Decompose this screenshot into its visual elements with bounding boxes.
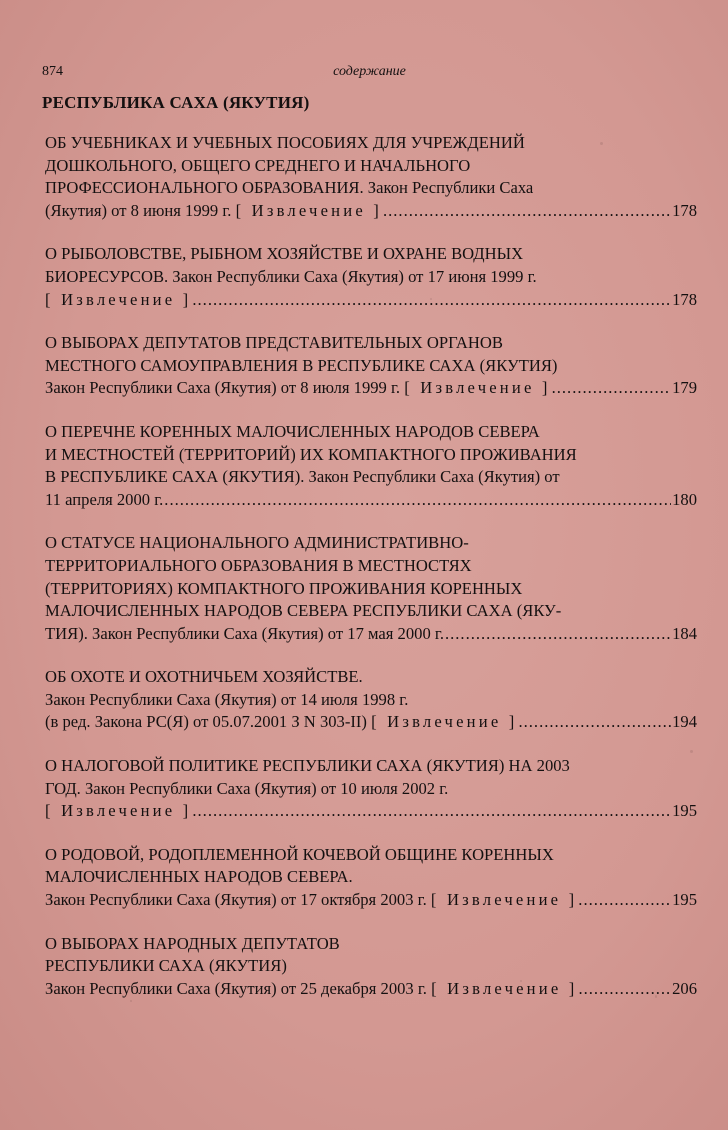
toc-entry-note: [ Извлечение ] bbox=[430, 890, 578, 910]
dot-leader bbox=[552, 377, 672, 400]
toc-entry-title-line: (ТЕРРИТОРИЯХ) КОМПАКТНОГО ПРОЖИВАНИЯ КОРЕННЫХ bbox=[45, 578, 523, 598]
toc-entry-page-number: 180 bbox=[672, 489, 697, 509]
toc-entry-text bbox=[45, 623, 444, 646]
toc-entry-last-line bbox=[45, 623, 697, 646]
toc-entry-page-number: 195 bbox=[672, 890, 697, 910]
toc-entry-title-line: МАЛОЧИСЛЕННЫХ НАРОДОВ СЕВЕРА РЕСПУБЛИКИ САХА (ЯКУ- bbox=[45, 601, 562, 621]
dot-leader bbox=[192, 289, 671, 312]
toc-entry-last-line bbox=[45, 489, 697, 512]
toc-entry-last-line bbox=[45, 200, 697, 223]
dot-leader bbox=[578, 889, 671, 912]
toc-entry bbox=[45, 421, 697, 511]
toc-entry-note: [ Извлечение ] bbox=[404, 378, 551, 398]
dot-leader bbox=[578, 978, 671, 1001]
toc-entry-title-line: О СТАТУСЕ НАЦИОНАЛЬНОГО АДМИНИСТРАТИВНО- bbox=[45, 533, 469, 553]
toc-entry-title-line: О РОДОВОЙ, РОДОПЛЕМЕННОЙ КОЧЕВОЙ ОБЩИНЕ КОРЕННЫХ bbox=[45, 844, 554, 864]
toc-entry-citation: Закон Республики Саха (Якутия) от 8 июля 1999 г. bbox=[45, 378, 401, 398]
toc-entry bbox=[45, 243, 697, 311]
toc-entry-title-line: И МЕСТНОСТЕЙ (ТЕРРИТОРИЙ) ИХ КОМПАКТНОГО ПРОЖИВАНИЯ bbox=[45, 444, 577, 464]
toc-entry-citation: (Якутия) от 8 июня 1999 г. bbox=[45, 200, 232, 220]
toc-entry-text bbox=[45, 377, 551, 400]
toc-entry bbox=[45, 132, 697, 222]
paper-speck bbox=[520, 980, 522, 982]
running-title: содержание bbox=[333, 64, 406, 79]
toc-entry-note: [ Извлечение ] bbox=[45, 289, 192, 309]
toc-entry bbox=[45, 844, 697, 912]
toc-entry-title-line: ДОШКОЛЬНОГО, ОБЩЕГО СРЕДНЕГО И НАЧАЛЬНОГО bbox=[45, 155, 471, 175]
toc-entry-text bbox=[45, 800, 191, 823]
section-title: РЕСПУБЛИКА САХА (ЯКУТИЯ) bbox=[42, 93, 310, 112]
toc-entry-text bbox=[45, 711, 517, 734]
toc-entry-last-line bbox=[45, 800, 697, 823]
toc-entry-last-line bbox=[45, 889, 697, 912]
toc-entry-text bbox=[45, 200, 382, 223]
toc-entry-page-number: 184 bbox=[672, 623, 697, 643]
toc-entry-text bbox=[45, 489, 163, 512]
paper-speck bbox=[130, 1000, 132, 1002]
toc-entry-citation: (в ред. Закона РС(Я) от 05.07.2001 З N 303-II) bbox=[45, 712, 367, 732]
toc-entry-note: [ Извлечение ] bbox=[235, 200, 382, 220]
toc-entry-title-line: ТЕРРИТОРИАЛЬНОГО ОБРАЗОВАНИЯ В МЕСТНОСТЯХ bbox=[45, 555, 472, 575]
toc-entry-text bbox=[45, 289, 191, 312]
toc-entries bbox=[45, 132, 697, 1021]
toc-entry-citation: 11 апреля 2000 г. bbox=[45, 489, 164, 509]
toc-entry-page-number: 178 bbox=[672, 289, 697, 309]
toc-entry-page-number: 194 bbox=[672, 712, 697, 732]
dot-leader bbox=[445, 623, 671, 646]
page-number: 874 bbox=[42, 64, 63, 79]
toc-entry-title-line: О ВЫБОРАХ НАРОДНЫХ ДЕПУТАТОВ bbox=[45, 933, 340, 953]
toc-entry-title-line: ПРОФЕССИОНАЛЬНОГО ОБРАЗОВАНИЯ. Закон Республики Саха bbox=[45, 178, 534, 198]
dot-leader bbox=[192, 800, 671, 823]
toc-entry-page-number: 206 bbox=[672, 978, 697, 998]
toc-entry-text bbox=[45, 978, 577, 1001]
toc-entry-title-line: ОБ ОХОТЕ И ОХОТНИЧЬЕМ ХОЗЯЙСТВЕ. bbox=[45, 667, 363, 687]
toc-entry-last-line bbox=[45, 978, 697, 1001]
dot-leader bbox=[518, 711, 671, 734]
toc-entry-page-number: 178 bbox=[672, 200, 697, 220]
toc-entry-title-line: ГОД. Закон Республики Саха (Якутия) от 10 июля 2002 г. bbox=[45, 778, 449, 798]
toc-entry-title-line: МАЛОЧИСЛЕННЫХ НАРОДОВ СЕВЕРА. bbox=[45, 867, 353, 887]
toc-entry bbox=[45, 755, 697, 823]
paper-speck bbox=[600, 142, 603, 145]
toc-entry-title-line: О РЫБОЛОВСТВЕ, РЫБНОМ ХОЗЯЙСТВЕ И ОХРАНЕ ВОДНЫХ bbox=[45, 244, 524, 264]
toc-entry bbox=[45, 666, 697, 734]
toc-entry bbox=[45, 532, 697, 645]
toc-entry-title-line: О ПЕРЕЧНЕ КОРЕННЫХ МАЛОЧИСЛЕННЫХ НАРОДОВ СЕВЕРА bbox=[45, 421, 540, 441]
toc-entry-last-line bbox=[45, 711, 697, 734]
toc-entry-citation: ТИЯ). Закон Республики Саха (Якутия) от 17 мая 2000 г. bbox=[45, 623, 444, 643]
toc-entry-title-line: О ВЫБОРАХ ДЕПУТАТОВ ПРЕДСТАВИТЕЛЬНЫХ ОРГАНОВ bbox=[45, 333, 503, 353]
toc-entry-title-line: РЕСПУБЛИКИ САХА (ЯКУТИЯ) bbox=[45, 956, 287, 976]
toc-entry-note: [ Извлечение ] bbox=[45, 801, 192, 821]
toc-entry-citation: Закон Республики Саха (Якутия) от 17 октября 2003 г. bbox=[45, 890, 427, 910]
toc-entry-last-line bbox=[45, 289, 697, 312]
toc-entry-title-line: МЕСТНОГО САМОУПРАВЛЕНИЯ В РЕСПУБЛИКЕ САХА (ЯКУТИЯ) bbox=[45, 355, 558, 375]
toc-entry-title-line: В РЕСПУБЛИКЕ САХА (ЯКУТИЯ). Закон Республики Саха (Якутия) от bbox=[45, 467, 560, 487]
page-header bbox=[42, 64, 697, 86]
toc-entry-title-line: Закон Республики Саха (Якутия) от 14 июля 1998 г. bbox=[45, 689, 409, 709]
toc-entry-note: [ Извлечение ] bbox=[431, 978, 578, 998]
paper-speck bbox=[690, 750, 693, 753]
toc-entry-last-line bbox=[45, 377, 697, 400]
toc-entry-page-number: 195 bbox=[672, 801, 697, 821]
toc-entry bbox=[45, 332, 697, 400]
paper-speck bbox=[655, 995, 657, 998]
toc-entry-note: [ Извлечение ] bbox=[371, 712, 518, 732]
dot-leader bbox=[383, 200, 671, 223]
toc-entry-title-line: БИОРЕСУРСОВ. Закон Республики Саха (Якутия) от 17 июня 1999 г. bbox=[45, 266, 537, 286]
toc-entry-title-line: ОБ УЧЕБНИКАХ И УЧЕБНЫХ ПОСОБИЯХ ДЛЯ УЧРЕЖДЕНИЙ bbox=[45, 133, 525, 152]
toc-entry bbox=[45, 933, 697, 1001]
dot-leader bbox=[164, 489, 671, 512]
toc-entry-text bbox=[45, 889, 577, 912]
toc-entry-page-number: 179 bbox=[672, 378, 697, 398]
paper-speck bbox=[430, 298, 432, 300]
toc-entry-title-line: О НАЛОГОВОЙ ПОЛИТИКЕ РЕСПУБЛИКИ САХА (ЯКУТИЯ) НА 2003 bbox=[45, 756, 570, 776]
toc-entry-citation: Закон Республики Саха (Якутия) от 25 декабря 2003 г. bbox=[45, 978, 427, 998]
